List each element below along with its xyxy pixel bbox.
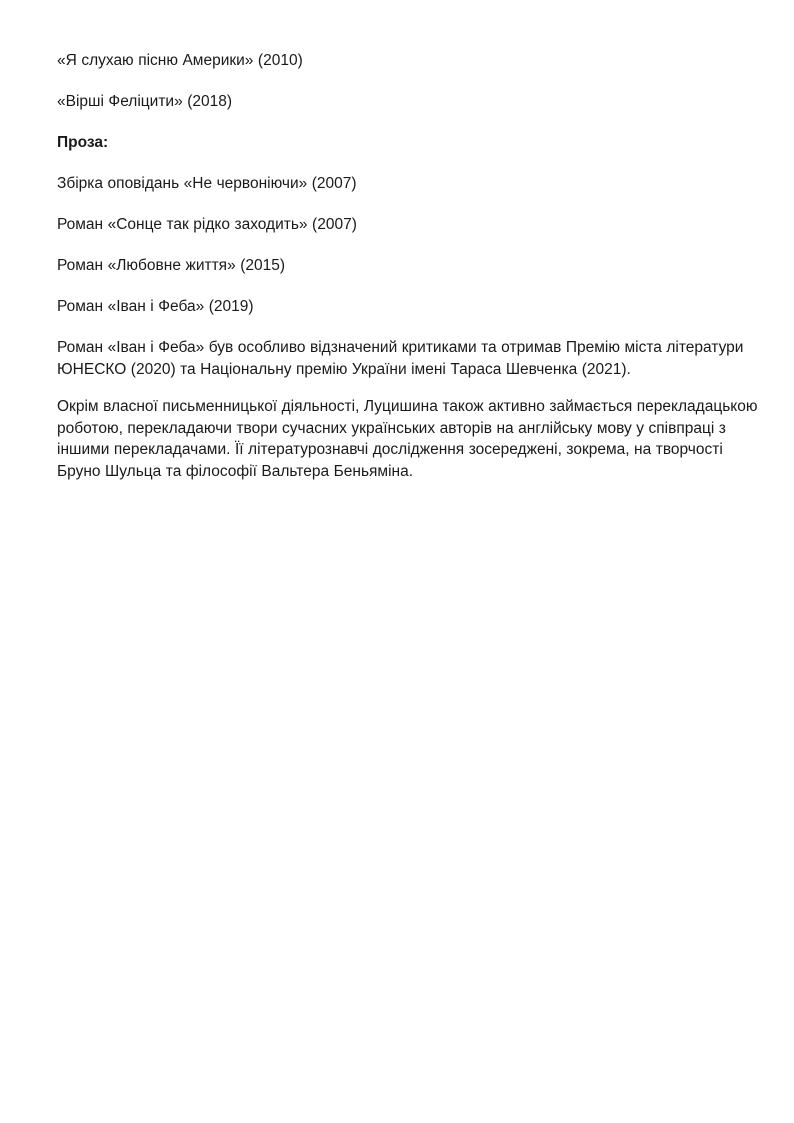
document-body [57,50,759,482]
prose-entry-sontse-tak-ridko-zakhodyt: Роман «Сонце так рідко заходить» (2007) [57,216,357,233]
prose-entry-lyubovne-zhyttya: Роман «Любовне життя» (2015) [57,257,286,274]
poetry-entry-ya-sluhayu-pisnyu-ameryky: «Я слухаю пісню Америки» (2010) [57,52,303,69]
prose-entry-ivan-i-feba: Роман «Іван і Феба» (2019) [57,298,254,315]
poetry-entry-virshi-felitsyty: «Вірші Феліцити» (2018) [57,93,233,110]
section-heading-proza: Проза: [57,134,109,151]
paragraph-awards: Роман «Іван і Феба» був особливо відзначений критиками та отримав Премію міста літератури ЮНЕСКО (2020) та Національну премію України імені Тараса Шевченка (2021). [57,339,744,378]
prose-entry-ne-chervoniyuchy: Збірка оповідань «Не червоніючи» (2007) [57,175,357,192]
paragraph-translation-work: Окрім власної письменницької діяльності, Луцишина також активно займається перекладацькою роботою, перекладаючи твори сучасних українських авторів на англійську мову у співпраці з іншими перекладачами. Її літературознавчі дослідження зосереджені, зокрема, на творчості Бруно Шульца та філософії Вальтера Беньяміна. [57,398,758,480]
